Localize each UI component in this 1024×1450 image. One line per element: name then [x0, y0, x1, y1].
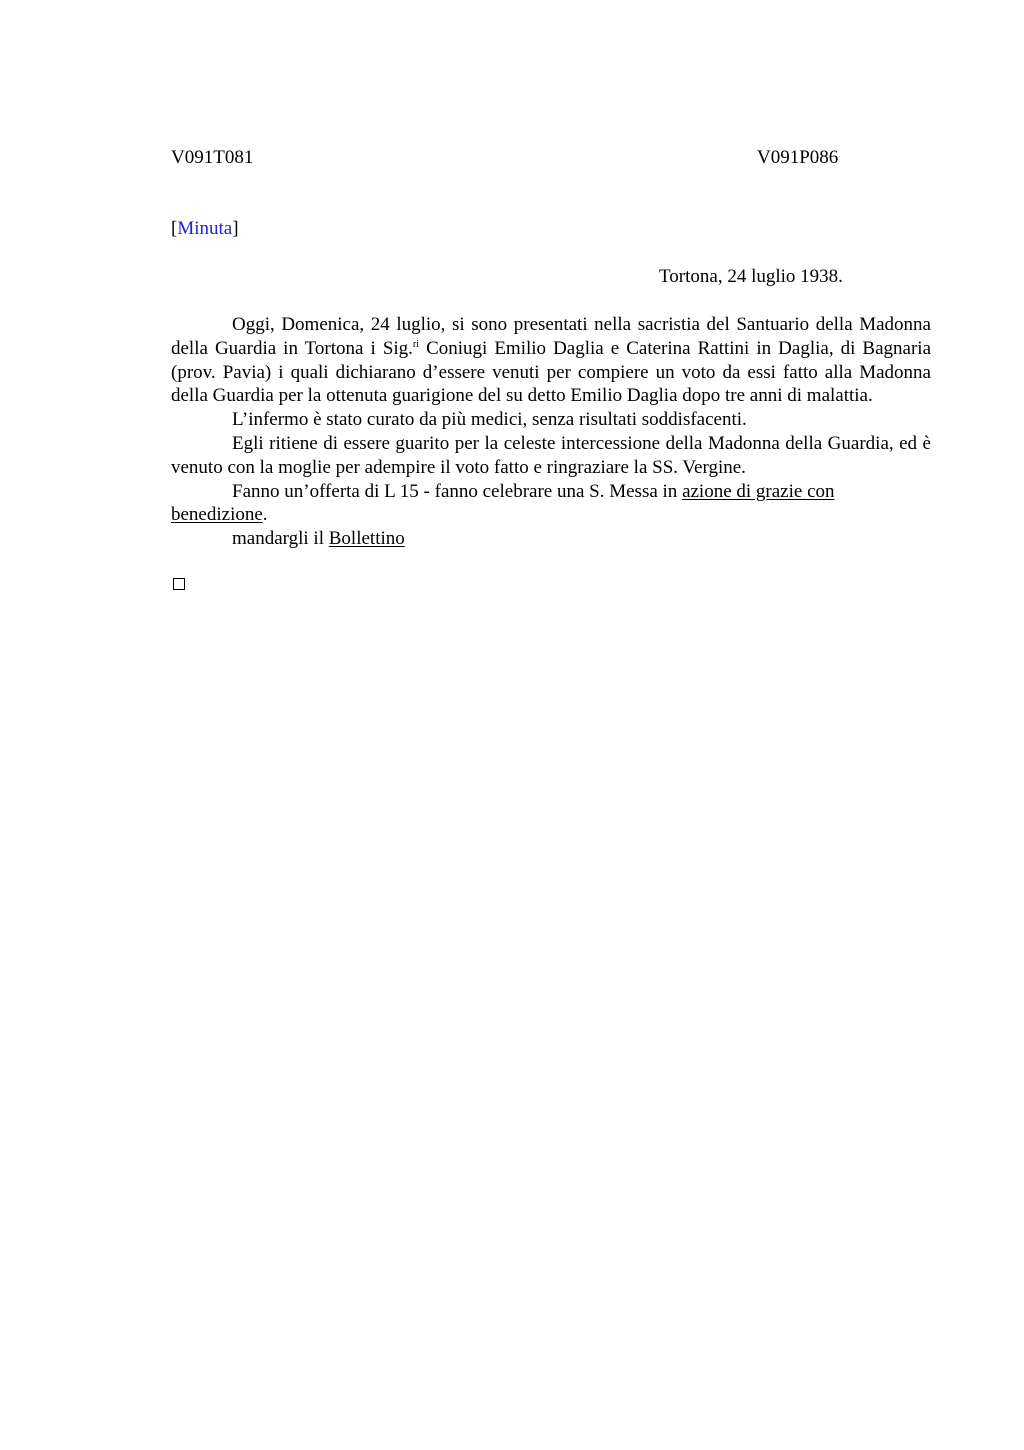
close-bracket: ]	[232, 218, 239, 239]
document-reference-right: V091P086	[757, 147, 839, 168]
paragraph-4-text-a: Fanno un’offerta di L 15 - fanno celebrare una S. Messa in	[232, 480, 683, 502]
minuta-label	[171, 218, 239, 240]
document-reference-left: V091T081	[171, 147, 254, 168]
letter-body	[171, 313, 931, 551]
paragraph-4-underlined: azione di grazie con benedizione	[171, 480, 835, 526]
paragraph-1	[171, 313, 931, 408]
square-outline-icon	[173, 578, 185, 590]
date-line: Tortona, 24 luglio 1938.	[659, 266, 843, 287]
paragraph-4-text-b: .	[262, 504, 268, 526]
paragraph-5	[171, 527, 931, 551]
paragraph-5-underlined: Bollettino	[328, 528, 405, 550]
paragraph-3: Egli ritiene di essere guarito per la celeste intercessione della Madonna della Guardia, ed è venuto con la moglie per adempire il voto fatto e ringraziare la SS. Vergine.	[171, 432, 931, 478]
paragraph-1-superscript: ri	[412, 338, 420, 350]
paragraph-5-text-a: mandargli il	[232, 528, 329, 550]
paragraph-1-text-a: Oggi, Domenica, 24 luglio, si sono presentati nella sacristia del Santuario della Madonna della Guardia in Tortona i Sig.	[171, 314, 931, 359]
paragraph-2: L’infermo è stato curato da più medici, senza risultati soddisfacenti.	[232, 409, 747, 431]
minuta-text: Minuta	[177, 218, 233, 239]
open-bracket: [	[171, 218, 178, 239]
paragraph-4	[171, 480, 931, 528]
paragraph-1-text-b: Coniugi Emilio Daglia e Caterina Rattini in Daglia, di Bagnaria (prov. Pavia) i quali dichiarano d’essere venuti per compiere un voto da essi fatto alla Madonna della Guardia per la ottenuta guarigione del su detto Emilio Daglia dopo tre anni di malattia.	[171, 337, 932, 407]
